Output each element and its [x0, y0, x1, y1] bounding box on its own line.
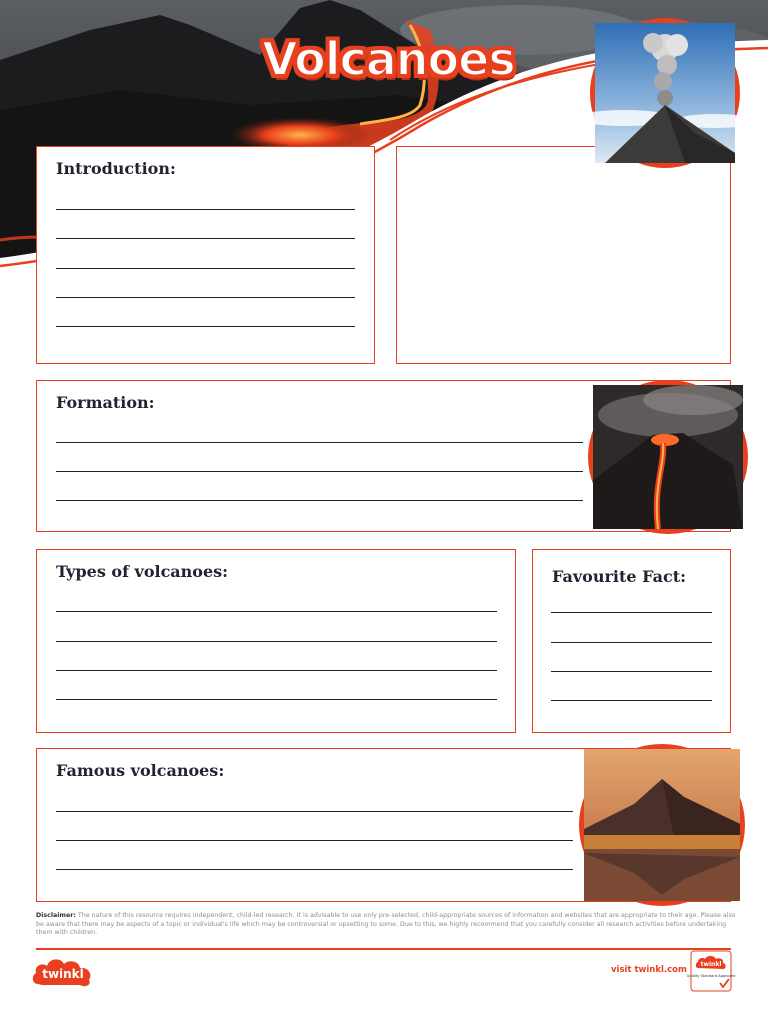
writing-line [551, 642, 712, 643]
writing-line [56, 699, 497, 700]
writing-line [56, 840, 573, 841]
page-title: Volcanoes [262, 32, 515, 86]
disclaimer [36, 912, 736, 938]
badge-subtext: Quality Standard Approved [686, 974, 736, 978]
writing-line [56, 641, 497, 642]
twinkl-logo-text: twinkl [42, 967, 84, 981]
lava-flow-photo [588, 380, 748, 534]
formation-label: Formation: [56, 393, 155, 412]
writing-line [56, 670, 497, 671]
favourite-fact-box [532, 549, 731, 733]
writing-line [551, 700, 712, 701]
writing-line [56, 442, 583, 443]
writing-line [551, 671, 712, 672]
writing-line [56, 500, 583, 501]
footer-divider [36, 948, 731, 950]
introduction-box [36, 146, 375, 364]
types-label: Types of volcanoes: [56, 562, 229, 581]
writing-line [56, 297, 355, 298]
writing-line [56, 811, 573, 812]
visit-link[interactable]: visit twinkl.com [611, 965, 687, 975]
writing-line [551, 612, 712, 613]
writing-line [56, 611, 497, 612]
mountain-photo [579, 744, 745, 906]
writing-line [56, 238, 355, 239]
disclaimer-label: Disclaimer: [36, 912, 76, 919]
introduction-label: Introduction: [56, 159, 176, 178]
writing-line [56, 268, 355, 269]
picture-box [396, 146, 731, 364]
twinkl-logo[interactable] [30, 954, 96, 988]
disclaimer-text: The nature of this resource requires independent, child-led research. It is advisable to use only pre-selected, child-appropriate sources of information and websites that are appropriate to their age. Please also be aware that there may be aspects of a topic or individual's life which may be controversial or upsetting to some. Due to this, we highly recommend that you carefully consider all research activities before undertaking them with children. [36, 912, 736, 937]
writing-line [56, 326, 355, 327]
famous-label: Famous volcanoes: [56, 761, 225, 780]
types-box [36, 549, 516, 733]
writing-line [56, 471, 583, 472]
eruption-photo [590, 18, 740, 168]
quality-badge [686, 950, 736, 992]
favourite-fact-label: Favourite Fact: [552, 567, 686, 586]
badge-logo-text: twinkl [700, 961, 722, 968]
writing-line [56, 209, 355, 210]
writing-line [56, 869, 573, 870]
